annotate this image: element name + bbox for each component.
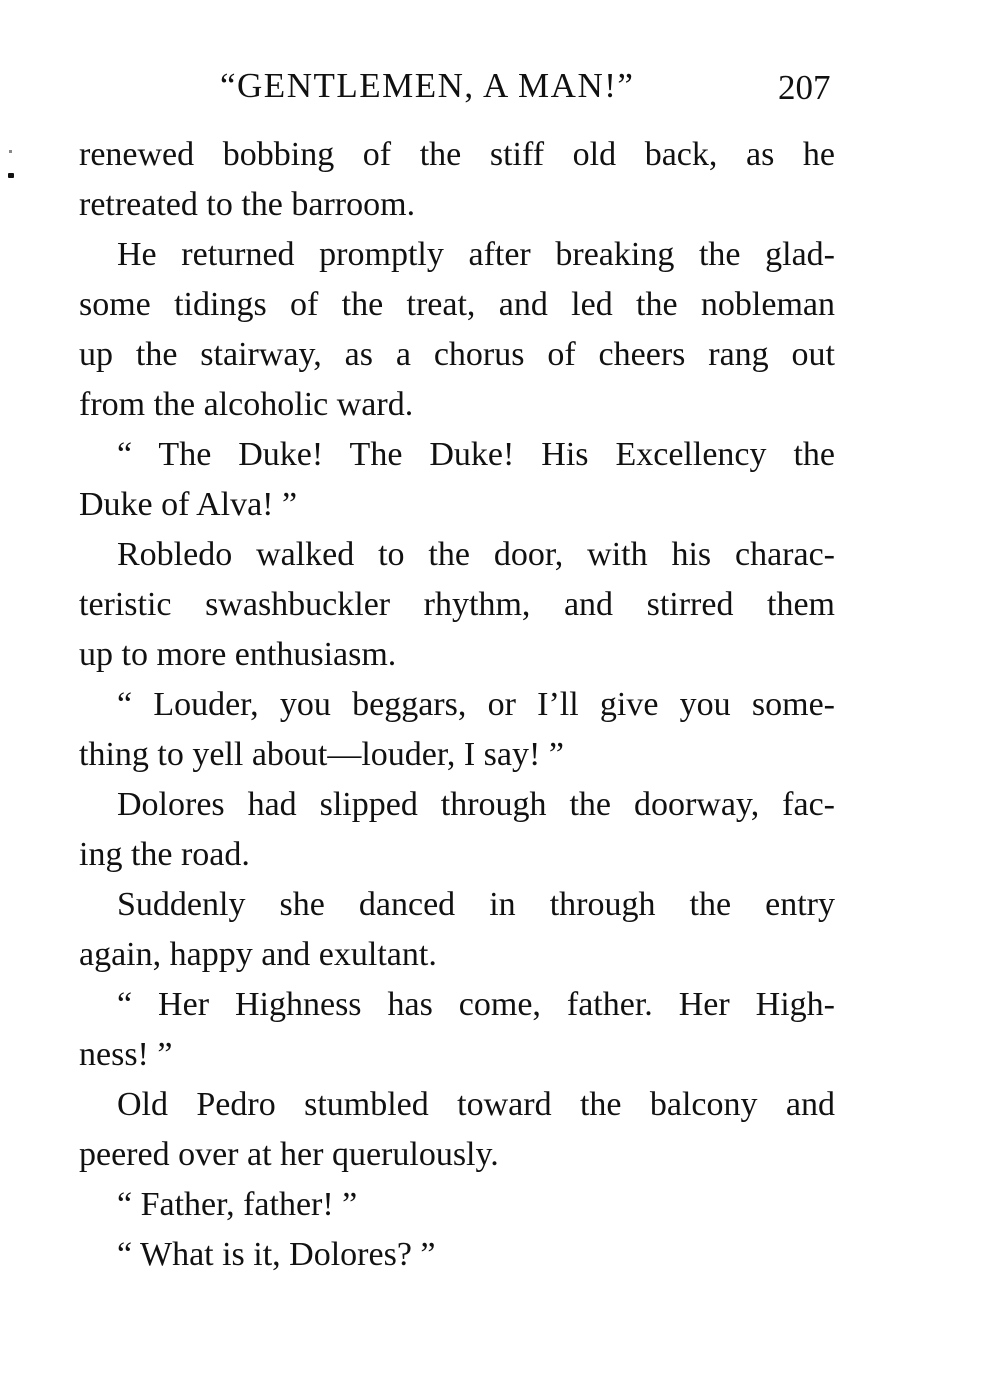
margin-mark	[8, 173, 14, 178]
text-line: Dolores had slipped through the doorway, fac-	[117, 786, 835, 823]
text-line: “ Father, father! ”	[117, 1186, 358, 1223]
text-line: “ Her Highness has come, father. Her High-	[117, 986, 835, 1023]
text-line: up to more enthusiasm.	[79, 636, 397, 673]
text-line: from the alcoholic ward.	[79, 386, 414, 423]
text-line: Robledo walked to the door, with his charac-	[117, 536, 835, 573]
text-line: ness! ”	[79, 1036, 173, 1073]
text-line: ing the road.	[79, 836, 250, 873]
text-line: thing to yell about—louder, I say! ”	[79, 736, 564, 773]
text-line: some tidings of the treat, and led the nobleman	[79, 286, 835, 323]
page-number: 207	[778, 68, 831, 107]
text-line: peered over at her querulously.	[79, 1136, 499, 1173]
text-line: again, happy and exultant.	[79, 936, 437, 973]
text-line: “ Louder, you beggars, or I’ll give you some-	[117, 686, 835, 723]
page-header	[0, 66, 1000, 116]
text-line: renewed bobbing of the stiff old back, as he	[79, 136, 835, 173]
text-line: “ The Duke! The Duke! His Excellency the	[117, 436, 835, 473]
margin-speck	[9, 150, 12, 153]
text-line: up the stairway, as a chorus of cheers rang out	[79, 336, 835, 373]
text-line: “ What is it, Dolores? ”	[117, 1236, 436, 1273]
text-line: Old Pedro stumbled toward the balcony and	[117, 1086, 835, 1123]
text-line: Duke of Alva! ”	[79, 486, 298, 523]
running-head: “GENTLEMEN, A MAN!”	[220, 66, 635, 105]
body-text	[79, 130, 835, 1280]
text-line: teristic swashbuckler rhythm, and stirred them	[79, 586, 835, 623]
text-line: Suddenly she danced in through the entry	[117, 886, 835, 923]
text-line: He returned promptly after breaking the glad-	[117, 236, 835, 273]
text-line: retreated to the barroom.	[79, 186, 416, 223]
